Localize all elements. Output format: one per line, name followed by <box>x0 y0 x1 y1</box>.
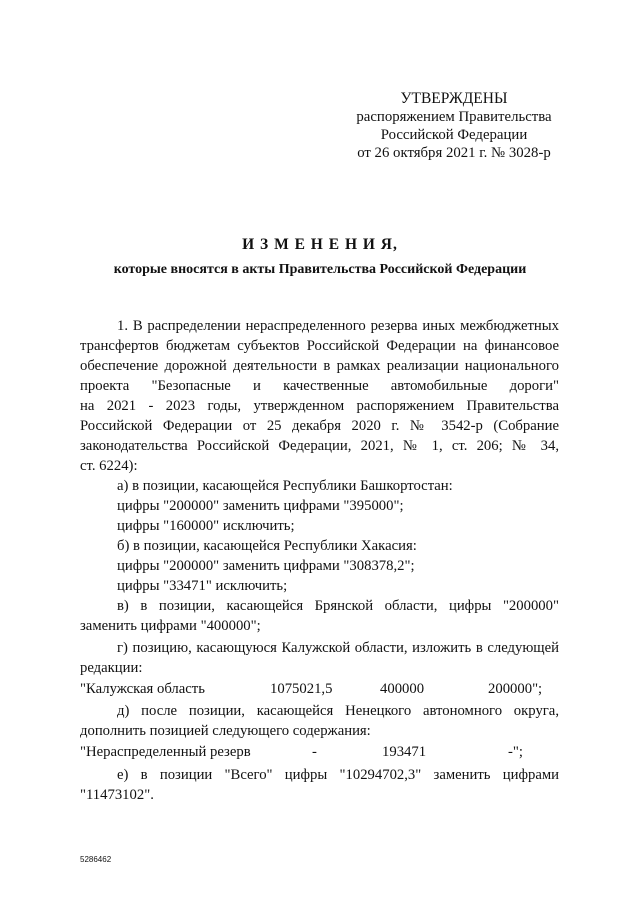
document-subtitle: которые вносятся в акты Правительства Российской Федерации <box>113 262 527 277</box>
item-b-line-3: цифры "33471" исключить; <box>117 578 288 594</box>
approval-line-3: от 26 октября 2021 г. № 3028-р <box>357 145 551 161</box>
paragraph-1-line: трансфертов бюджетам субъектов Российской Федерации на финансовое <box>80 338 559 354</box>
item-e-line-1: е) в позиции "Всего" цифры "10294702,3" заменить цифрами <box>117 767 559 783</box>
reserve-value-1: - <box>312 744 317 760</box>
paragraph-1-line: проекта "Безопасные и качественные автомобильные дороги" <box>80 378 559 394</box>
item-e-line-2: "11473102". <box>80 787 154 803</box>
item-v-line-1: в) в позиции, касающейся Брянской области, цифры "200000" <box>117 598 559 614</box>
kaluga-value-1: 1075021,5 <box>270 681 333 697</box>
approval-line-1: распоряжением Правительства <box>356 109 552 125</box>
item-a-heading: а) в позиции, касающейся Республики Башкортостан: <box>117 478 453 494</box>
kaluga-value-2: 400000 <box>380 681 425 697</box>
item-g-line-1: г) позицию, касающуюся Калужской области, изложить в следующей <box>117 640 559 656</box>
reserve-value-3: -"; <box>508 744 523 760</box>
kaluga-name: "Калужская область <box>80 681 205 697</box>
kaluga-value-3: 200000"; <box>488 681 543 697</box>
approval-heading: УТВЕРЖДЕНЫ <box>400 90 508 107</box>
item-a-line-3: цифры "160000" исключить; <box>117 518 295 534</box>
paragraph-1-line: ст. 6224): <box>80 458 138 474</box>
item-d-line-1: д) после позиции, касающейся Ненецкого автономного округа, <box>117 703 559 719</box>
document-code: 5286462 <box>80 855 112 864</box>
reserve-value-2: 193471 <box>382 744 427 760</box>
document-title: И З М Е Н Е Н И Я, <box>242 236 398 253</box>
paragraph-1-line: законодательства Российской Федерации, 2021, № 1, ст. 206; № 34, <box>80 438 559 454</box>
item-v-line-2: заменить цифрами "400000"; <box>80 618 261 634</box>
approval-block <box>330 90 578 162</box>
item-b-line-2: цифры "200000" заменить цифрами "308378,2"; <box>117 558 415 574</box>
paragraph-1-line: Российской Федерации от 25 декабря 2020 г. № 3542-р (Собрание <box>80 418 559 434</box>
item-b-heading: б) в позиции, касающейся Республики Хакасия: <box>117 538 417 554</box>
paragraph-1-line: обеспечение дорожной деятельности в рамках реализации национального <box>80 358 559 374</box>
paragraph-1-line: 1. В распределении нераспределенного резерва иных межбюджетных <box>117 318 559 334</box>
approval-line-2: Российской Федерации <box>380 127 528 143</box>
reserve-name: "Нераспределенный резерв <box>80 744 251 760</box>
paragraph-1-line: на 2021 - 2023 годы, утвержденном распоряжением Правительства <box>80 398 559 414</box>
item-d-line-2: дополнить позицией следующего содержания: <box>80 723 371 739</box>
item-g-line-2: редакции: <box>80 660 143 676</box>
item-a-line-2: цифры "200000" заменить цифрами "395000"; <box>117 498 404 514</box>
